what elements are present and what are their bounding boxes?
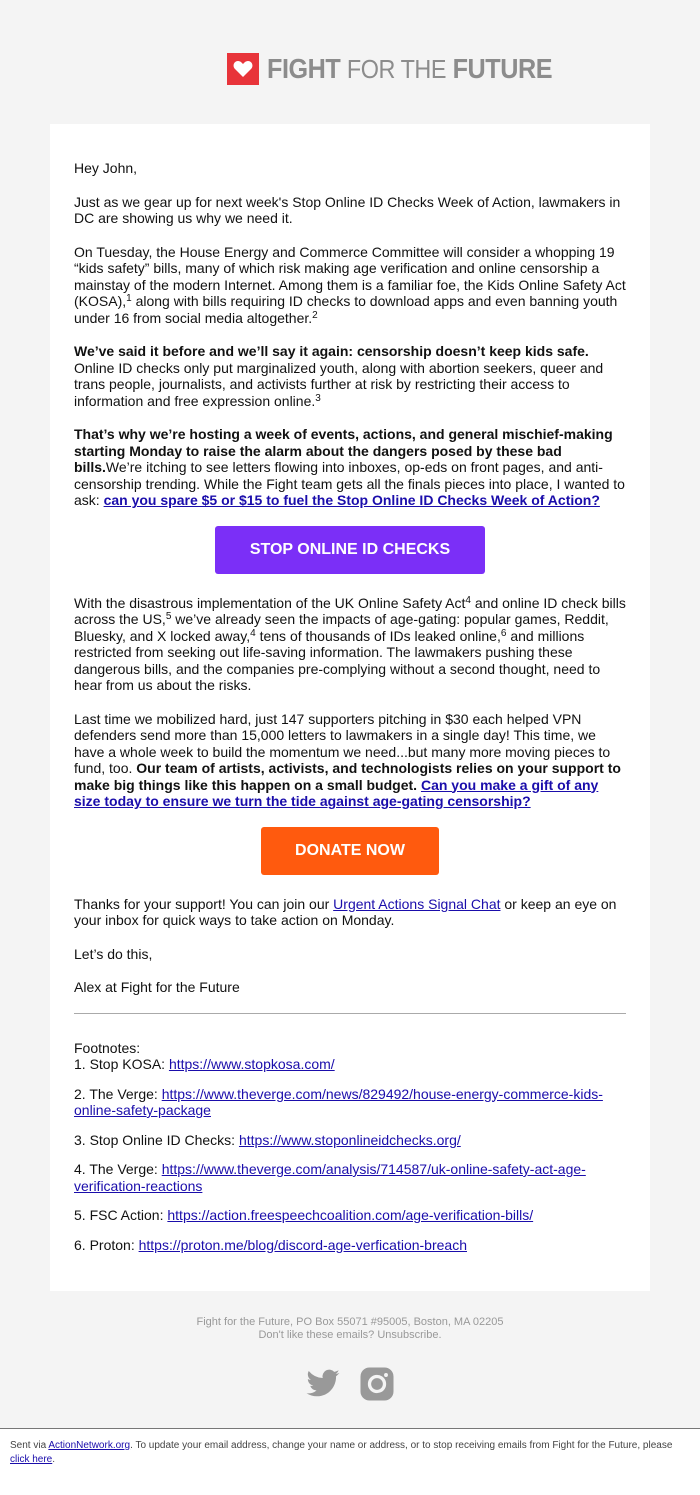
logo-wordmark: FIGHT FOR THE FUTURE (267, 53, 553, 84)
footnote-link[interactable]: https://www.theverge.com/analysis/714587/uk-online-safety-act-age-verification-reactions (74, 1161, 586, 1194)
footnote-ref: 4 (250, 627, 256, 639)
paragraph-7: Thanks for your support! You can join our Urgent Actions Signal Chat or keep an eye on your inbox for quick ways to take action on Monday. (74, 895, 617, 928)
gift-donation-link[interactable]: Can you make a gift of any size today to ensure we turn the tide against age-gating censorship? (74, 776, 599, 809)
donate-now-button[interactable]: DONATE NOW (261, 827, 439, 875)
footnote-ref: 6 (500, 627, 507, 639)
paragraph-2: On Tuesday, the House Energy and Commerce Committee will consider a whopping 19 “kids safety” bills, many of which risk making age verification and online censorship a mainstay of the modern Internet. Among them is a familiar foe, the Kids Online Safety Act (KOSA),$^1$ along with bills requiring ID checks to download apps and even banning youth under 16 from social media altogether.$^2$ (74, 243, 626, 326)
postal-address: Fight for the Future, PO Box 55071 #95005, Boston, MA 02205 (196, 1316, 504, 1328)
action-network-bar: Sent via ActionNetwork.org. To update your email address, change your name or address, or to stop receiving emails from Fight for the Future, please click here. (0, 1428, 700, 1495)
footnote-item: 5. FSC Action: https://action.freespeechcoalition.com/age-verification-bills/ (74, 1207, 534, 1223)
footnote-link[interactable]: https://www.stopkosa.com/ (168, 1056, 335, 1072)
heart-icon (227, 53, 259, 85)
email-footer (0, 1316, 700, 1342)
footnote-item: 3. Stop Online ID Checks: https://www.stoponlineidchecks.org/ (74, 1131, 461, 1148)
footnote-item: 6. Proton: https://proton.me/blog/discord-age-verfication-breach (74, 1236, 467, 1253)
paragraph-4: That’s why we’re hosting a week of events, actions, and general mischief-making starting Monday to raise the alarm about the dangers posed by these bad bills.We’re itching to see letters flowing into inboxes, op-eds on front pages, and anti-censorship trending. While the Fight team gets all the finals pieces into place, I wanted to ask: can you spare $5 or $15 to fuel the Stop Online ID Checks Week of Action? (74, 426, 625, 508)
footnote-link[interactable]: https://www.theverge.com/news/829492/house-energy-commerce-kids-online-safety-package (74, 1085, 603, 1118)
spare-donation-link[interactable]: can you spare $5 or $15 to fuel the Stop Online ID Checks Week of Action? (103, 492, 600, 508)
action-network-link[interactable]: ActionNetwork.org (48, 1440, 131, 1451)
twitter-icon[interactable] (305, 1366, 341, 1402)
footnote-ref: 3 (315, 392, 321, 404)
paragraph-5: With the disastrous implementation of the UK Online Safety Act$^4$ and online ID check bills across the US,$^5$ we’ve already seen the impacts of age-gating: popular games, Reddit, Bluesky, and X locked away,$^4$ tens of thousands of IDs leaked online,$^6$ and millions restricted from seeking out life-saving information. The lawmakers pushing these dangerous bills, and the companies pre-complying without a second thought, need to hear from us about the risks. (74, 594, 626, 693)
footnote-link[interactable]: https://proton.me/blog/discord-age-verfication-breach (138, 1236, 467, 1253)
footnotes (74, 1040, 626, 1254)
stop-online-id-checks-button[interactable]: STOP ONLINE ID CHECKS (215, 526, 485, 574)
instagram-icon[interactable] (359, 1366, 395, 1402)
footnote-ref: 5 (165, 611, 172, 622)
signature: Alex at Fight for the Future (74, 979, 240, 995)
footnote-link[interactable]: https://action.freespeechcoalition.com/age-verification-bills/ (167, 1207, 534, 1223)
sign-off: Let’s do this, (74, 945, 153, 962)
paragraph-3: We’ve said it before and we’ll say it again: censorship doesn’t keep kids safe. Online ID checks only put marginalized youth, along with abortion seekers, queer and trans people, journalists, and activists further at risk by restricting their access to information and free expression online.$^3$ (74, 343, 604, 409)
footnote-item: 1. Stop KOSA: https://www.stopkosa.com/ (74, 1056, 335, 1072)
footnote-item: 2. The Verge: https://www.theverge.com/news/829492/house-energy-commerce-kids-online-safety-package (74, 1085, 603, 1118)
brand-logo (227, 53, 584, 85)
unsubscribe-text[interactable]: Don't like these emails? Unsubscribe. (258, 1329, 442, 1341)
footnotes-title: Footnotes: (74, 1039, 141, 1056)
click-here-link[interactable]: click here (10, 1454, 53, 1465)
greeting: Hey John, (74, 160, 138, 176)
footnote-link[interactable]: https://www.stoponlineidchecks.org/ (238, 1131, 461, 1148)
footnote-ref: 1 (126, 293, 132, 304)
footnote-ref: 2 (312, 309, 318, 321)
paragraph-6: Last time we mobilized hard, just 147 supporters pitching in $30 each helped VPN defenders send more than 15,000 letters to lawmakers in a single day! This time, we have a whole week to build the momentum we need...but many more moving pieces to fund, too. Our team of artists, activists, and technologists relies on your support to make big things like this happen on a small budget. Can you make a gift of any size today to ensure we turn the tide against age-gating censorship? (74, 710, 621, 809)
social-links (0, 1366, 700, 1402)
footnote-item: 4. The Verge: https://www.theverge.com/analysis/714587/uk-online-safety-act-age-verification-reactions (74, 1161, 586, 1194)
signal-chat-link[interactable]: Urgent Actions Signal Chat (333, 895, 501, 912)
footnote-ref: 4 (465, 594, 471, 606)
divider (74, 1013, 626, 1014)
paragraph-1: Just as we gear up for next week's Stop Online ID Checks Week of Action, lawmakers in DC are showing us why we need it. (74, 193, 621, 226)
email-body (74, 160, 626, 1266)
